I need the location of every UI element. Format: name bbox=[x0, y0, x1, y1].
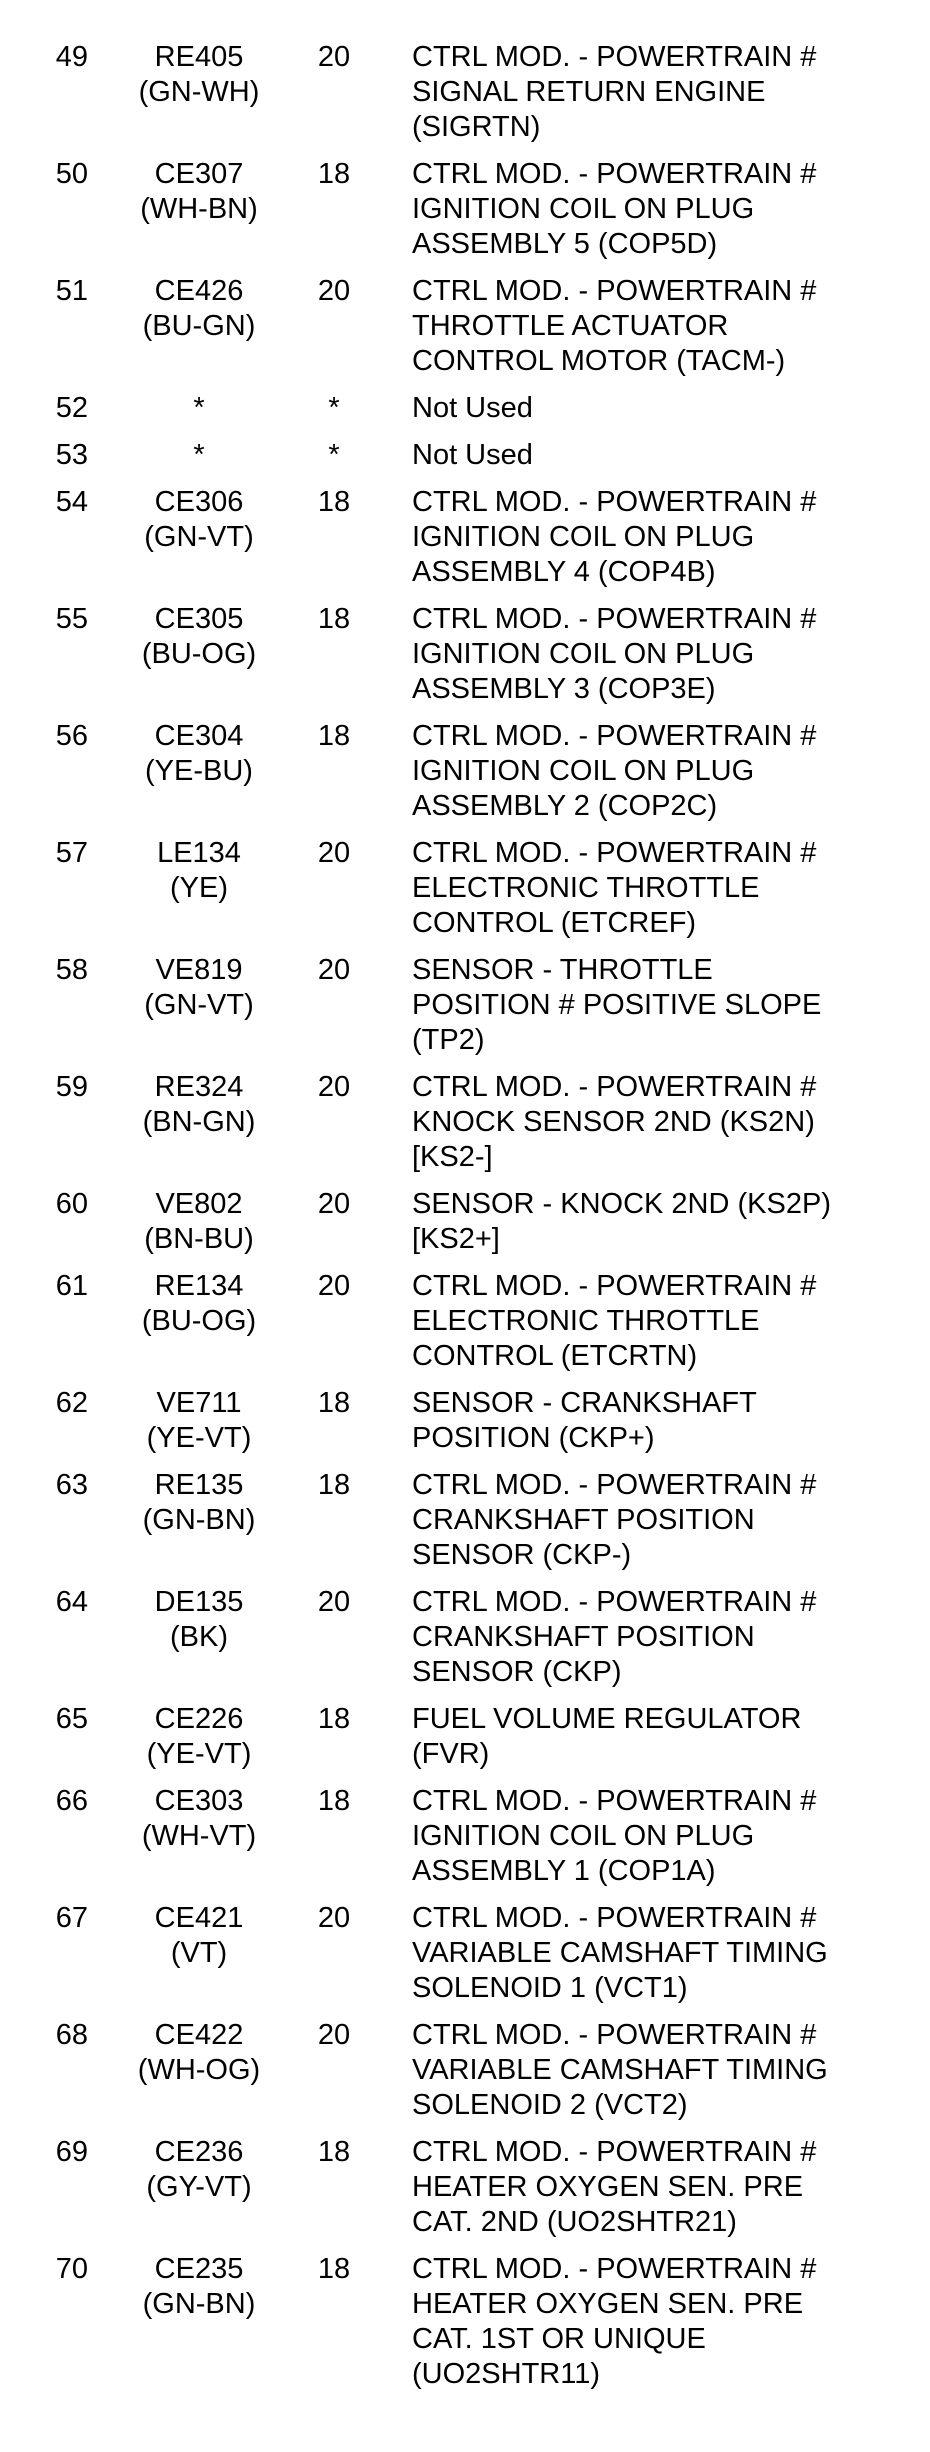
pin-number: 59 bbox=[55, 1071, 88, 1103]
circuit-cell bbox=[102, 2135, 296, 2205]
table-row bbox=[0, 1901, 930, 2006]
table-row bbox=[0, 2135, 930, 2240]
function-line: ASSEMBLY 4 (COP4B) bbox=[412, 556, 716, 588]
circuit-cell bbox=[102, 953, 296, 1023]
function-line: THROTTLE ACTUATOR bbox=[412, 310, 729, 342]
circuit-id: * bbox=[193, 439, 205, 471]
pin-number: 69 bbox=[55, 2136, 88, 2168]
circuit-cell bbox=[102, 1468, 296, 1538]
pin-number: 51 bbox=[55, 275, 88, 307]
circuit-cell bbox=[102, 438, 296, 473]
circuit-id: CE305 bbox=[154, 603, 244, 635]
wire-color: (GY-VT) bbox=[146, 2171, 252, 2203]
wire-color: (BU-OG) bbox=[141, 638, 257, 670]
pin-number: 63 bbox=[55, 1469, 88, 1501]
table-row bbox=[0, 438, 930, 473]
wire-color: (VT) bbox=[170, 1937, 228, 1969]
function-line: VARIABLE CAMSHAFT TIMING bbox=[412, 2054, 828, 2086]
pin-number: 70 bbox=[55, 2253, 88, 2285]
wire-gauge: 20 bbox=[317, 1188, 351, 1220]
circuit-id: CE226 bbox=[154, 1703, 244, 1735]
wire-color: (GN-VT) bbox=[144, 521, 254, 553]
wire-gauge: 20 bbox=[317, 1902, 351, 1934]
function-line: CTRL MOD. - POWERTRAIN # bbox=[412, 1469, 817, 1501]
table-row bbox=[0, 1702, 930, 1772]
wire-gauge: 20 bbox=[317, 275, 351, 307]
table-row bbox=[0, 1784, 930, 1889]
wire-color: (YE) bbox=[170, 872, 228, 904]
function-line: SIGNAL RETURN ENGINE bbox=[412, 76, 766, 108]
function-line: CTRL MOD. - POWERTRAIN # bbox=[412, 1270, 817, 1302]
wire-color: (YE-BU) bbox=[145, 755, 253, 787]
function-line: HEATER OXYGEN SEN. PRE bbox=[412, 2288, 804, 2320]
function-line: [KS2+] bbox=[412, 1223, 500, 1255]
wire-gauge: 20 bbox=[317, 1270, 351, 1302]
pin-number: 56 bbox=[55, 720, 88, 752]
wire-color: (BK) bbox=[170, 1621, 228, 1653]
pin-number: 67 bbox=[55, 1902, 88, 1934]
wire-gauge: 18 bbox=[317, 158, 351, 190]
function-line: POSITION (CKP+) bbox=[412, 1422, 655, 1454]
function-line: CAT. 2ND (UO2SHTR21) bbox=[412, 2206, 737, 2238]
circuit-function bbox=[412, 1702, 922, 1772]
wire-gauge: 18 bbox=[317, 1785, 351, 1817]
circuit-function bbox=[412, 157, 922, 262]
function-line: CONTROL (ETCREF) bbox=[412, 907, 697, 939]
circuit-id: CE304 bbox=[154, 720, 244, 752]
table-row bbox=[0, 1585, 930, 1690]
circuit-function bbox=[412, 953, 922, 1058]
function-line: FUEL VOLUME REGULATOR bbox=[412, 1703, 802, 1735]
function-line: CTRL MOD. - POWERTRAIN # bbox=[412, 158, 817, 190]
function-line: (TP2) bbox=[412, 1024, 485, 1056]
circuit-function bbox=[412, 836, 922, 941]
circuit-cell bbox=[102, 2018, 296, 2088]
circuit-function bbox=[412, 1468, 922, 1573]
pinout-table bbox=[0, 40, 930, 2392]
circuit-function bbox=[412, 485, 922, 590]
pin-number: 49 bbox=[55, 41, 88, 73]
circuit-cell bbox=[102, 1901, 296, 1971]
wire-gauge: * bbox=[328, 439, 340, 471]
wire-gauge: * bbox=[328, 392, 340, 424]
circuit-id: CE422 bbox=[154, 2019, 244, 2051]
function-line: IGNITION COIL ON PLUG bbox=[412, 193, 755, 225]
circuit-function bbox=[412, 2018, 922, 2123]
function-line: IGNITION COIL ON PLUG bbox=[412, 1820, 755, 1852]
function-line: CTRL MOD. - POWERTRAIN # bbox=[412, 275, 817, 307]
function-line: Not Used bbox=[412, 392, 533, 424]
circuit-cell bbox=[102, 40, 296, 110]
circuit-cell bbox=[102, 157, 296, 227]
wire-color: (BN-GN) bbox=[142, 1106, 256, 1138]
circuit-function bbox=[412, 2135, 922, 2240]
circuit-cell bbox=[102, 1269, 296, 1339]
pin-number: 50 bbox=[55, 158, 88, 190]
function-line: SOLENOID 2 (VCT2) bbox=[412, 2089, 688, 2121]
table-row bbox=[0, 391, 930, 426]
circuit-function bbox=[412, 2252, 922, 2392]
circuit-id: VE819 bbox=[155, 954, 243, 986]
function-line: (SIGRTN) bbox=[412, 111, 541, 143]
function-line: VARIABLE CAMSHAFT TIMING bbox=[412, 1937, 828, 1969]
circuit-id: CE421 bbox=[154, 1902, 244, 1934]
wire-color: (WH-BN) bbox=[140, 193, 258, 225]
circuit-cell bbox=[102, 719, 296, 789]
circuit-id: LE134 bbox=[157, 837, 241, 869]
function-line: CRANKSHAFT POSITION bbox=[412, 1621, 755, 1653]
wire-gauge: 20 bbox=[317, 1071, 351, 1103]
circuit-function bbox=[412, 438, 922, 473]
circuit-id: CE235 bbox=[154, 2253, 244, 2285]
wire-color: (GN-BN) bbox=[142, 1504, 256, 1536]
wire-color: (GN-WH) bbox=[138, 76, 260, 108]
circuit-function bbox=[412, 1901, 922, 2006]
function-line: ASSEMBLY 2 (COP2C) bbox=[412, 790, 718, 822]
circuit-id: CE236 bbox=[154, 2136, 244, 2168]
circuit-function bbox=[412, 1269, 922, 1374]
pin-number: 58 bbox=[55, 954, 88, 986]
circuit-id: RE134 bbox=[154, 1270, 244, 1302]
function-line: CRANKSHAFT POSITION bbox=[412, 1504, 755, 1536]
circuit-id: CE307 bbox=[154, 158, 244, 190]
wire-gauge: 20 bbox=[317, 41, 351, 73]
circuit-cell bbox=[102, 485, 296, 555]
function-line: SENSOR - THROTTLE bbox=[412, 954, 713, 986]
circuit-cell bbox=[102, 1585, 296, 1655]
function-line: ELECTRONIC THROTTLE bbox=[412, 872, 760, 904]
function-line: CTRL MOD. - POWERTRAIN # bbox=[412, 603, 817, 635]
wire-color: (BU-OG) bbox=[141, 1305, 257, 1337]
pin-number: 65 bbox=[55, 1703, 88, 1735]
function-line: (UO2SHTR11) bbox=[412, 2358, 600, 2390]
circuit-function bbox=[412, 1386, 922, 1456]
table-row bbox=[0, 2252, 930, 2392]
circuit-cell bbox=[102, 836, 296, 906]
function-line: CTRL MOD. - POWERTRAIN # bbox=[412, 1785, 817, 1817]
function-line: CTRL MOD. - POWERTRAIN # bbox=[412, 41, 817, 73]
wire-color: (BN-BU) bbox=[144, 1223, 254, 1255]
pin-number: 61 bbox=[55, 1270, 88, 1302]
circuit-id: VE711 bbox=[156, 1387, 242, 1419]
table-row bbox=[0, 274, 930, 379]
wire-gauge: 18 bbox=[317, 486, 351, 518]
function-line: CTRL MOD. - POWERTRAIN # bbox=[412, 720, 817, 752]
table-row bbox=[0, 602, 930, 707]
function-line: (FVR) bbox=[412, 1738, 490, 1770]
function-line: CTRL MOD. - POWERTRAIN # bbox=[412, 2019, 817, 2051]
function-line: CTRL MOD. - POWERTRAIN # bbox=[412, 1071, 817, 1103]
function-line: SENSOR - KNOCK 2ND (KS2P) bbox=[412, 1188, 831, 1220]
wire-color: (YE-VT) bbox=[146, 1738, 252, 1770]
table-row bbox=[0, 953, 930, 1058]
wire-color: (YE-VT) bbox=[146, 1422, 252, 1454]
circuit-id: RE135 bbox=[154, 1469, 244, 1501]
pin-number: 62 bbox=[55, 1387, 88, 1419]
pin-number: 68 bbox=[55, 2019, 88, 2051]
function-line: SENSOR - CRANKSHAFT bbox=[412, 1387, 757, 1419]
function-line: POSITION # POSITIVE SLOPE bbox=[412, 989, 822, 1021]
circuit-id: CE426 bbox=[154, 275, 244, 307]
circuit-function bbox=[412, 1070, 922, 1175]
wire-gauge: 18 bbox=[317, 1469, 351, 1501]
function-line: ASSEMBLY 1 (COP1A) bbox=[412, 1855, 716, 1887]
circuit-id: RE405 bbox=[154, 41, 244, 73]
function-line: SENSOR (CKP) bbox=[412, 1656, 622, 1688]
circuit-cell bbox=[102, 1784, 296, 1854]
circuit-function bbox=[412, 40, 922, 145]
wire-gauge: 18 bbox=[317, 1703, 351, 1735]
function-line: CAT. 1ST OR UNIQUE bbox=[412, 2323, 706, 2355]
function-line: KNOCK SENSOR 2ND (KS2N) bbox=[412, 1106, 815, 1138]
table-row bbox=[0, 836, 930, 941]
wire-gauge: 20 bbox=[317, 837, 351, 869]
circuit-function bbox=[412, 391, 922, 426]
wire-color: (GN-VT) bbox=[144, 989, 254, 1021]
circuit-id: CE303 bbox=[154, 1785, 244, 1817]
function-line: SENSOR (CKP-) bbox=[412, 1539, 632, 1571]
wire-gauge: 20 bbox=[317, 2019, 351, 2051]
table-row bbox=[0, 485, 930, 590]
wire-color: (BU-GN) bbox=[142, 310, 256, 342]
pin-number: 60 bbox=[55, 1188, 88, 1220]
circuit-id: RE324 bbox=[154, 1071, 244, 1103]
function-line: CONTROL MOTOR (TACM-) bbox=[412, 345, 786, 377]
function-line: CTRL MOD. - POWERTRAIN # bbox=[412, 2253, 817, 2285]
table-row bbox=[0, 1468, 930, 1573]
wire-gauge: 18 bbox=[317, 2253, 351, 2285]
table-row bbox=[0, 157, 930, 262]
function-line: CTRL MOD. - POWERTRAIN # bbox=[412, 1586, 817, 1618]
function-line: ELECTRONIC THROTTLE bbox=[412, 1305, 760, 1337]
function-line: SOLENOID 1 (VCT1) bbox=[412, 1972, 688, 2004]
wire-gauge: 18 bbox=[317, 2136, 351, 2168]
circuit-cell bbox=[102, 2252, 296, 2322]
pin-number: 55 bbox=[55, 603, 88, 635]
wire-gauge: 18 bbox=[317, 1387, 351, 1419]
pin-number: 52 bbox=[55, 392, 88, 424]
wire-gauge: 18 bbox=[317, 720, 351, 752]
table-row bbox=[0, 719, 930, 824]
circuit-id: * bbox=[193, 392, 205, 424]
circuit-function bbox=[412, 1585, 922, 1690]
circuit-id: DE135 bbox=[154, 1586, 244, 1618]
wire-gauge: 20 bbox=[317, 1586, 351, 1618]
circuit-function bbox=[412, 1187, 922, 1257]
function-line: CONTROL (ETCRTN) bbox=[412, 1340, 698, 1372]
circuit-cell bbox=[102, 1070, 296, 1140]
circuit-cell bbox=[102, 1702, 296, 1772]
table-row bbox=[0, 1386, 930, 1456]
wire-color: (WH-VT) bbox=[141, 1820, 257, 1852]
table-row bbox=[0, 1070, 930, 1175]
wire-gauge: 20 bbox=[317, 954, 351, 986]
pin-number: 53 bbox=[55, 439, 88, 471]
table-row bbox=[0, 1269, 930, 1374]
circuit-id: VE802 bbox=[155, 1188, 243, 1220]
function-line: CTRL MOD. - POWERTRAIN # bbox=[412, 1902, 817, 1934]
table-row bbox=[0, 40, 930, 145]
pin-number: 57 bbox=[55, 837, 88, 869]
circuit-cell bbox=[102, 602, 296, 672]
wire-color: (GN-BN) bbox=[142, 2288, 256, 2320]
function-line: HEATER OXYGEN SEN. PRE bbox=[412, 2171, 804, 2203]
pin-number: 64 bbox=[55, 1586, 88, 1618]
circuit-cell bbox=[102, 274, 296, 344]
circuit-function bbox=[412, 274, 922, 379]
function-line: [KS2-] bbox=[412, 1141, 493, 1173]
function-line: CTRL MOD. - POWERTRAIN # bbox=[412, 837, 817, 869]
function-line: IGNITION COIL ON PLUG bbox=[412, 521, 755, 553]
function-line: CTRL MOD. - POWERTRAIN # bbox=[412, 486, 817, 518]
wire-gauge: 18 bbox=[317, 603, 351, 635]
circuit-cell bbox=[102, 1187, 296, 1257]
function-line: ASSEMBLY 5 (COP5D) bbox=[412, 228, 718, 260]
pin-number: 66 bbox=[55, 1785, 88, 1817]
circuit-id: CE306 bbox=[154, 486, 244, 518]
function-line: IGNITION COIL ON PLUG bbox=[412, 755, 755, 787]
wire-color: (WH-OG) bbox=[137, 2054, 261, 2086]
function-line: Not Used bbox=[412, 439, 533, 471]
circuit-function bbox=[412, 602, 922, 707]
function-line: IGNITION COIL ON PLUG bbox=[412, 638, 755, 670]
table-row bbox=[0, 1187, 930, 1257]
circuit-function bbox=[412, 719, 922, 824]
circuit-cell bbox=[102, 391, 296, 426]
pin-number: 54 bbox=[55, 486, 88, 518]
function-line: ASSEMBLY 3 (COP3E) bbox=[412, 673, 716, 705]
circuit-cell bbox=[102, 1386, 296, 1456]
function-line: CTRL MOD. - POWERTRAIN # bbox=[412, 2136, 817, 2168]
circuit-function bbox=[412, 1784, 922, 1889]
table-row bbox=[0, 2018, 930, 2123]
